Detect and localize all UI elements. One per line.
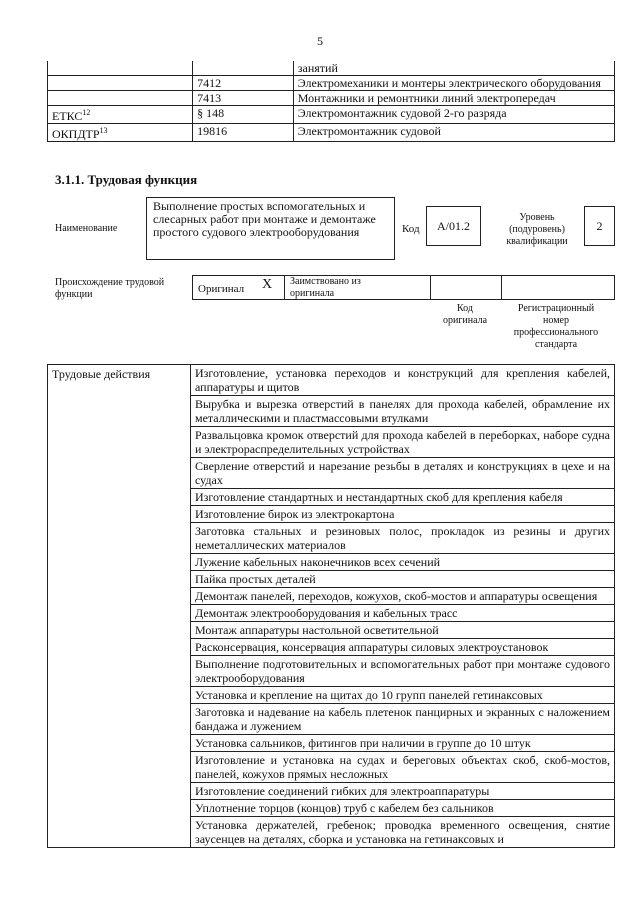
- function-name-box: [146, 197, 395, 260]
- action-item: Изготовление соединений гибких для электроаппаратуры: [191, 783, 615, 800]
- table-cell: Монтажники и ремонтники линий электропередач: [293, 91, 614, 106]
- actions-table: [47, 364, 615, 848]
- table-cell: Электромонтажник судовой: [293, 124, 614, 142]
- level-value: 2: [596, 218, 603, 233]
- action-item: Развальцовка кромок отверстий для прохода кабелей в переборках, наборе судна и электрораспределительных устройствах: [191, 427, 615, 458]
- origin-divider: [284, 275, 285, 300]
- etks-label: ЕТКС: [52, 109, 83, 123]
- borrowed-label: Заимствовано из оригинала: [290, 276, 361, 299]
- table-row: [48, 61, 615, 76]
- footnote-ref: 12: [82, 108, 91, 117]
- code-value-box: [426, 206, 481, 246]
- table-cell: [48, 124, 193, 142]
- actions-header: Трудовые действия: [48, 365, 191, 848]
- table-cell: Электромеханики и монтеры электрического оборудования: [293, 76, 614, 91]
- function-name-text: Выполнение простых вспомогательных и слесарных работ при монтаже и демонтаже простого судового электрооборудования: [153, 199, 376, 239]
- origin-divider: [430, 275, 431, 300]
- action-item: Уплотнение торцов (концов) труб с кабелем без сальников: [191, 800, 615, 817]
- action-item: Монтаж аппаратуры настольной осветительной: [191, 622, 615, 639]
- code-original-label: Код оригинала: [442, 303, 488, 326]
- action-item: Выполнение подготовительных и вспомогательных работ при монтаже судового электрооборудования: [191, 656, 615, 687]
- action-item: Заготовка стальных и резиновых полос, прокладок из резины и других неметаллических материалов: [191, 523, 615, 554]
- action-item: Установка сальников, фитингов при наличии в группе до 10 штук: [191, 735, 615, 752]
- table-row: [48, 365, 615, 396]
- action-item: Изготовление стандартных и нестандартных скоб для крепления кабеля: [191, 489, 615, 506]
- action-item: Вырубка и вырезка отверстий в панелях для прохода кабелей, обрамление их металлическими и пластмассовыми втулками: [191, 396, 615, 427]
- section-title: 3.1.1. Трудовая функция: [55, 172, 198, 187]
- okpdtr-label: ОКПДТР: [52, 127, 100, 141]
- code-label: Код: [402, 223, 420, 235]
- action-item: Установка и крепление на щитах до 10 групп панелей гетинаксовых: [191, 687, 615, 704]
- action-item: Установка держателей, гребенок; проводка временного освещения, снятие заусенцев на деталях, сборка и установка на гетинаксовых и: [191, 817, 615, 848]
- action-item: Пайка простых деталей: [191, 571, 615, 588]
- action-item: Изготовление и установка на судах и береговых объектах скоб, скоб-мостов, панелей, кожухов прямых несложных: [191, 752, 615, 783]
- origin-label: Происхождение трудовой функции: [55, 277, 165, 300]
- table-cell: [48, 61, 193, 76]
- action-item: Демонтаж панелей, переходов, кожухов, скоб-мостов и аппаратуры освещения: [191, 588, 615, 605]
- table-cell: [48, 76, 193, 91]
- table-cell: [48, 91, 193, 106]
- table-cell: Электромонтажник судовой 2-го разряда: [293, 106, 614, 124]
- table-row: [48, 124, 615, 142]
- action-item: Лужение кабельных наконечников всех сечений: [191, 554, 615, 571]
- action-item: Расконсервация, консервация аппаратуры силовых электроустановок: [191, 639, 615, 656]
- origin-box: [192, 275, 615, 300]
- table-cell: 7413: [193, 91, 294, 106]
- classification-table: [47, 61, 615, 142]
- original-mark: X: [262, 277, 273, 292]
- table-cell: [193, 61, 294, 76]
- action-item: Заготовка и надевание на кабель плетенок панцирных и экранных с наложением бандажа и лужением: [191, 704, 615, 735]
- table-cell: § 148: [193, 106, 294, 124]
- action-item: Демонтаж электрооборудования и кабельных трасс: [191, 605, 615, 622]
- origin-divider: [501, 275, 502, 300]
- table-cell: занятий: [293, 61, 614, 76]
- level-label: Уровень (подуровень) квалификации: [506, 212, 568, 247]
- footnote-ref: 13: [99, 126, 108, 135]
- table-cell: 7412: [193, 76, 294, 91]
- table-row: [48, 91, 615, 106]
- table-row: [48, 106, 615, 124]
- action-item: Изготовление, установка переходов и конструкций для крепления кабелей, аппаратуры и щитов: [191, 365, 615, 396]
- code-value: A/01.2: [437, 218, 470, 233]
- level-value-box: [584, 206, 615, 246]
- action-item: Изготовление бирок из электрокартона: [191, 506, 615, 523]
- table-cell: 19816: [193, 124, 294, 142]
- table-row: [48, 76, 615, 91]
- reg-number-label: Регистрационный номер профессионального стандарта: [513, 303, 599, 350]
- name-label: Наименование: [55, 223, 118, 234]
- original-label: Оригинал: [198, 283, 245, 295]
- action-item: Сверление отверстий и нарезание резьбы в деталях и конструкциях в цехе и на судах: [191, 458, 615, 489]
- page-number: 5: [317, 34, 323, 48]
- table-cell: [48, 106, 193, 124]
